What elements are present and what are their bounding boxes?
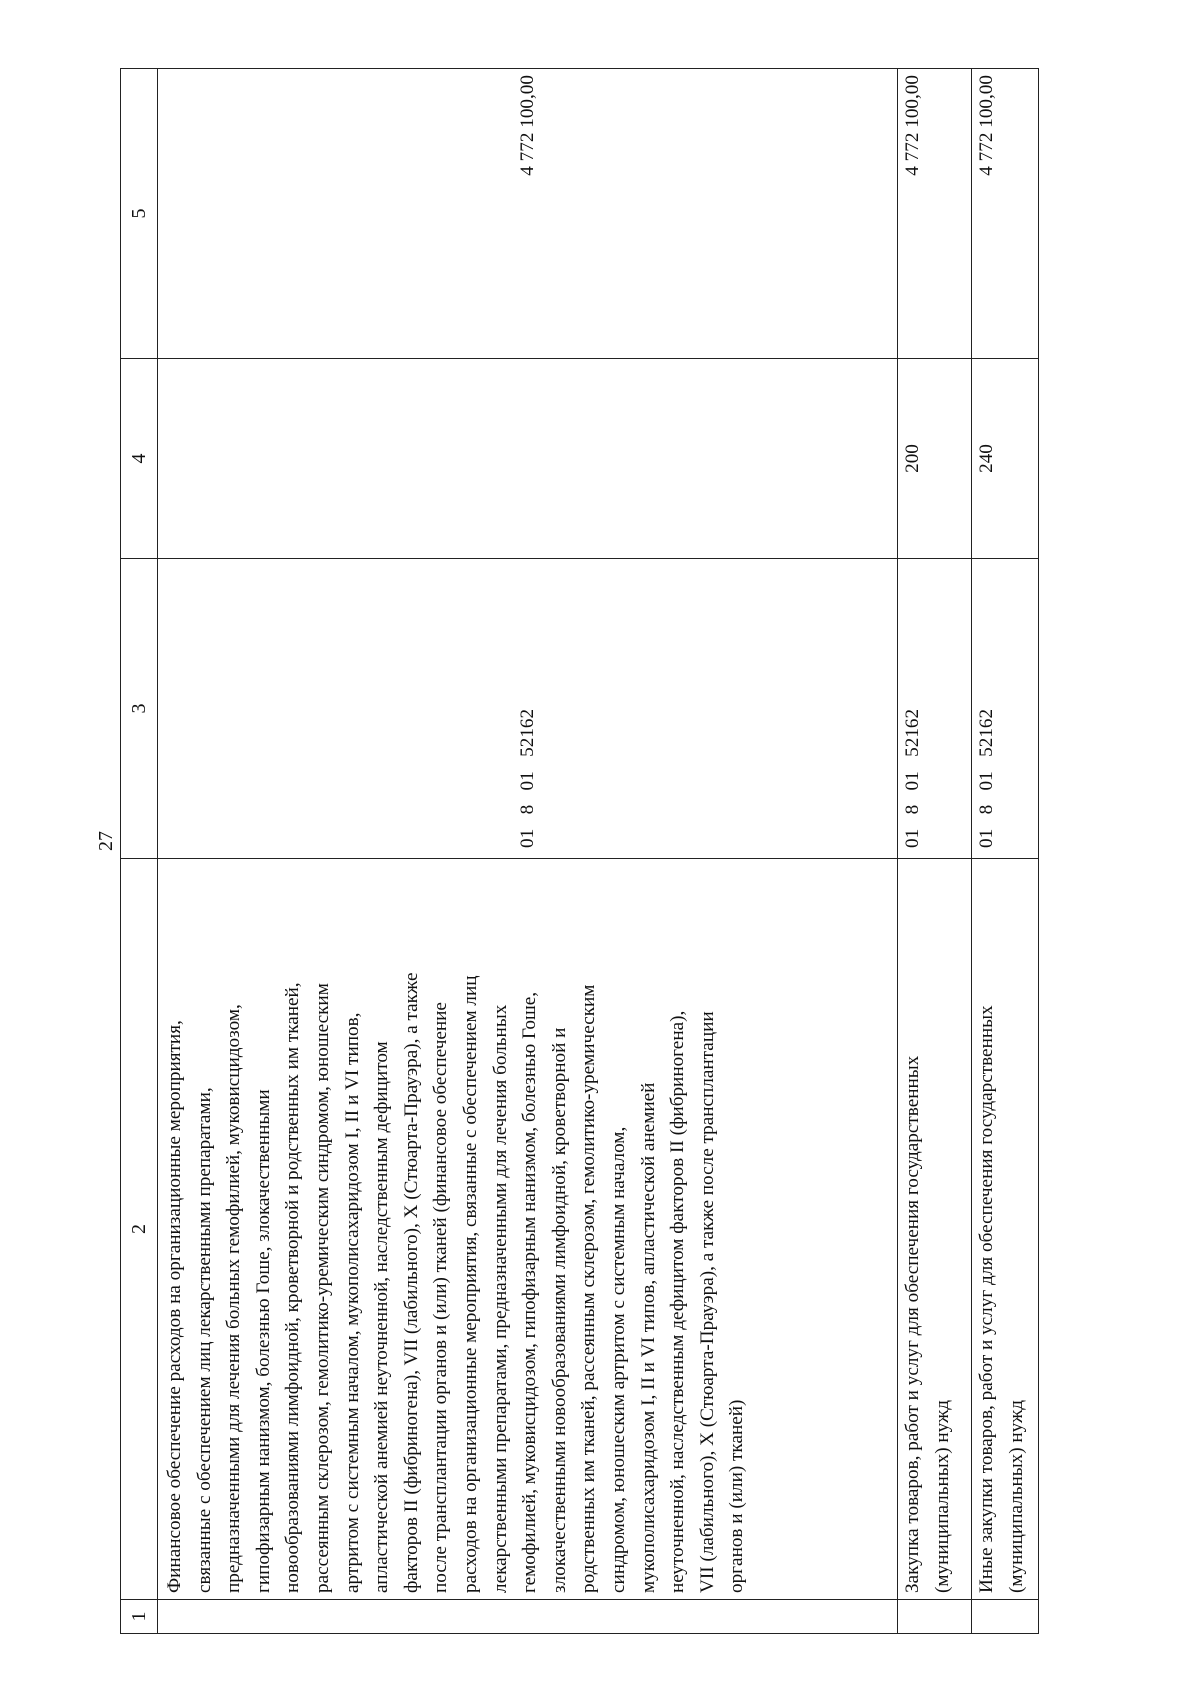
rotated-table-container: [120, 69, 1039, 1634]
row-1-description: [158, 859, 898, 1600]
row-1-code: [158, 559, 898, 859]
description-line: гипофизарным нанизмом, болезнью Гоше, злокачественными: [252, 1089, 274, 1593]
row-2-amount: 4 772 100,00: [898, 69, 972, 359]
description-line: апластической анемией неуточненной, наследственным дефицитом: [371, 1041, 393, 1593]
row-3-description: [972, 859, 1039, 1600]
description-line: факторов II (фибриногена), VII (лабильного), X (Стюарта-Прауэра), а также: [400, 972, 422, 1593]
row-2-expense-type: 200: [898, 359, 972, 559]
description-line: (муниципальных) нужд: [931, 1399, 953, 1593]
table-row: [898, 69, 972, 1634]
row-3-amount: 4 772 100,00: [972, 69, 1039, 359]
header-cell-5: 5: [121, 69, 158, 359]
page-number: 27: [95, 831, 117, 851]
description-line: связанные с обеспечением лиц лекарственными препаратами,: [193, 1087, 215, 1593]
description-line: предназначенными для лечения больных гемофилией, муковисцидозом,: [223, 1004, 245, 1593]
description-line: VII (лабильного), X (Стюарта-Прауэра), а также после трансплантации: [696, 1011, 718, 1593]
header-cell-1: 1: [121, 1600, 158, 1634]
row-3-expense-type: 240: [972, 359, 1039, 559]
description-line: Закупка товаров, работ и услуг для обеспечения государственных: [902, 1055, 924, 1593]
description-line: расходов на организационные мероприятия, связанные с обеспечением лиц: [459, 975, 481, 1593]
description-line: родственных им тканей, рассеянным склерозом, гемолитико-уремическим: [578, 984, 600, 1593]
row-1-col-1: [158, 1600, 898, 1634]
description-line: лекарственными препаратами, предназначенными для лечения больных: [489, 1004, 511, 1593]
description-line: (муниципальных) нужд: [1005, 1399, 1027, 1593]
description-line: Иные закупки товаров, работ и услуг для обеспечения государственных: [976, 1005, 998, 1593]
row-2-col-1: [898, 1600, 972, 1634]
header-cell-3: 3: [121, 559, 158, 859]
description-line: гемофилией, муковисцидозом, гипофизарным нанизмом, болезнью Гоше,: [519, 991, 541, 1593]
budget-classification-code: 01 8 01 52162: [516, 708, 538, 848]
description-line: Финансовое обеспечение расходов на организационные мероприятия,: [164, 1020, 186, 1593]
description-line: мукополисахаридозом I, II и VI типов, апластической анемией: [637, 1082, 659, 1593]
description-line: синдромом, юношеским артритом с системным началом,: [607, 1126, 629, 1593]
row-2-description: [898, 859, 972, 1600]
header-cell-4: 4: [121, 359, 158, 559]
table-row: [158, 69, 898, 1634]
description-line: неуточненной, наследственным дефицитом факторов II (фибриногена),: [667, 1010, 689, 1593]
row-2-code: [898, 559, 972, 859]
description-line: рассеянным склерозом, гемолитико-уремическим синдромом, юношеским: [312, 983, 334, 1593]
budget-classification-code: 01 8 01 52162: [976, 708, 998, 848]
budget-table: [120, 68, 1039, 1634]
description-line: органов и (или) тканей): [726, 1399, 748, 1593]
row-3-code: [972, 559, 1039, 859]
description-line: артритом с системным началом, мукополисахаридозом I, II и VI типов,: [341, 1012, 363, 1593]
table-row: [972, 69, 1039, 1634]
budget-classification-code: 01 8 01 52162: [902, 708, 924, 848]
description-line: новообразованиями лимфоидной, кроветворной и родственных им тканей,: [282, 982, 304, 1593]
header-cell-2: 2: [121, 859, 158, 1600]
row-1-amount: 4 772 100,00: [158, 69, 898, 359]
row-3-col-1: [972, 1600, 1039, 1634]
header-row: [121, 69, 158, 1634]
description-line: после трансплантации органов и (или) тканей (финансовое обеспечение: [430, 1002, 452, 1593]
row-1-expense-type: [158, 359, 898, 559]
description-line: злокачественными новообразованиями лимфоидной, кроветворной и: [548, 1027, 570, 1593]
